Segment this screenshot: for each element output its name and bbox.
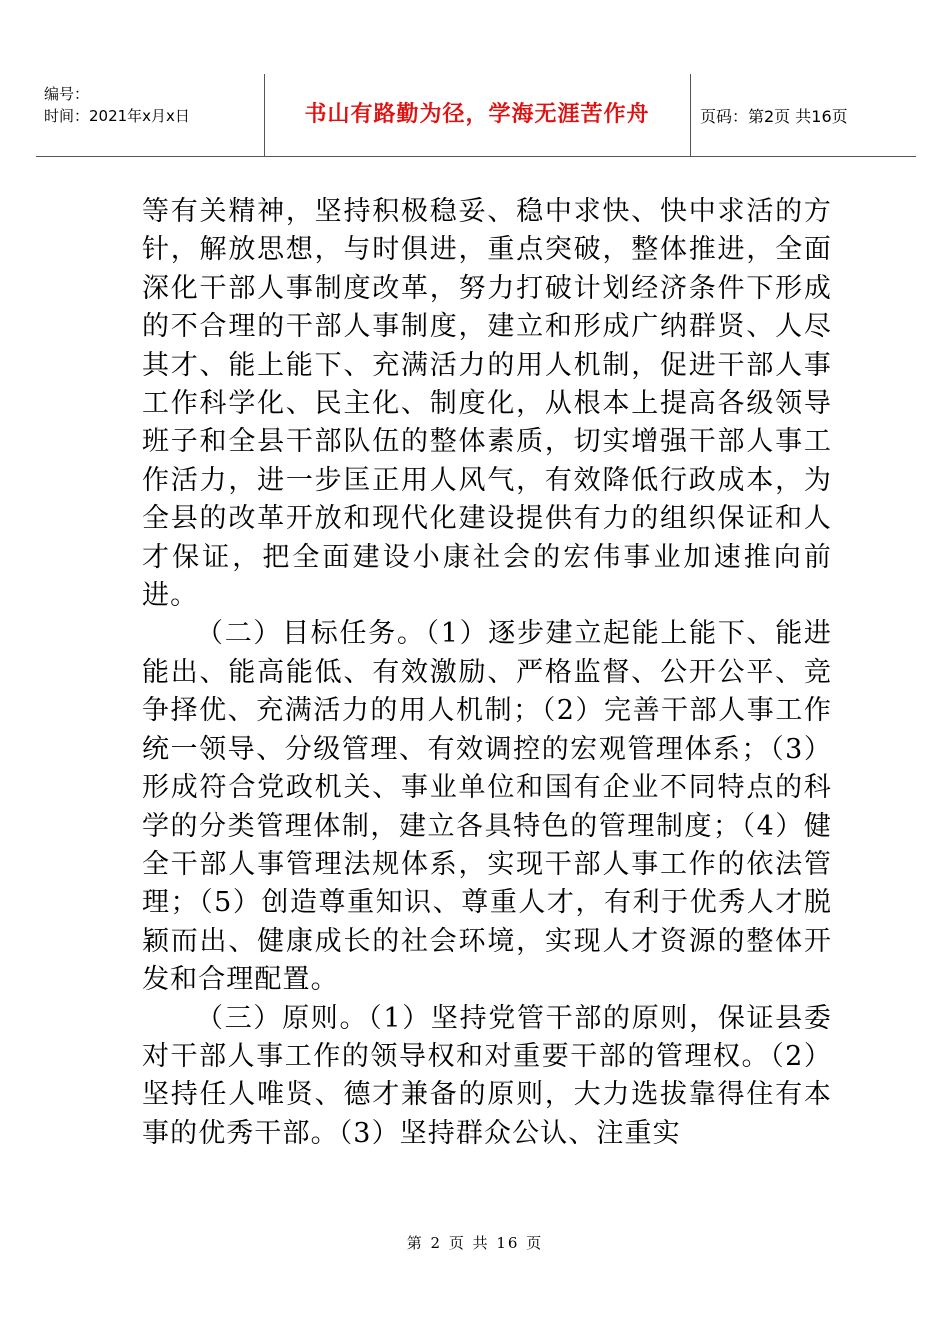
document-number-label: 编号： bbox=[44, 85, 90, 103]
body-paragraph: （三）原则。（1）坚持党管干部的原则，保证县委对干部人事工作的领导权和对重要干部的管理权。（2）坚持任人唯贤、德才兼备的原则，大力选拔靠得住有本事的优秀干部。（3）坚持群众公认、注重实 bbox=[142, 1002, 832, 1149]
document-date-label: 时间：2021年x月x日 bbox=[44, 107, 190, 125]
document-header bbox=[36, 74, 916, 157]
header-motto: 书山有路勤为径，学海无涯苦作舟 bbox=[304, 102, 650, 127]
body-paragraph: （二）目标任务。（1）逐步建立起能上能下、能进能出、能高能低、有效激励、严格监督、公开公平、竞争择优、充满活力的用人机制；（2）完善干部人事工作统一领导、分级管理、有效调控的宏观管理体系；（3）形成符合党政机关、事业单位和国有企业不同特点的科学的分类管理体制，建立各具特色的管理制度；（4）健全干部人事管理法规体系，实现干部人事工作的依法管理；（5）创造尊重知识、尊重人才，有利于优秀人才脱颖而出、健康成长的社会环境，实现人才资源的整体开发和合理配置。 bbox=[142, 618, 832, 996]
header-page-code: 页码：第2页 共16页 bbox=[700, 107, 848, 126]
document-body bbox=[142, 193, 832, 1153]
header-divider bbox=[690, 74, 691, 156]
body-paragraph: 等有关精神，坚持积极稳妥、稳中求快、快中求活的方针，解放思想，与时俱进，重点突破，整体推进，全面深化干部人事制度改革，努力打破计划经济条件下形成的不合理的干部人事制度，建立和形成广纳群贤、人尽其才、能上能下、充满活力的用人机制，促进干部人事工作科学化、民主化、制度化，从根本上提高各级领导班子和全县干部队伍的整体素质，切实增强干部人事工作活力，进一步匡正用人风气，有效降低行政成本，为全县的改革开放和现代化建设提供有力的组织保证和人才保证，把全面建设小康社会的宏伟事业加速推向前进。 bbox=[142, 196, 832, 612]
page-footer: 第 2 页 共 16 页 bbox=[406, 1234, 544, 1252]
